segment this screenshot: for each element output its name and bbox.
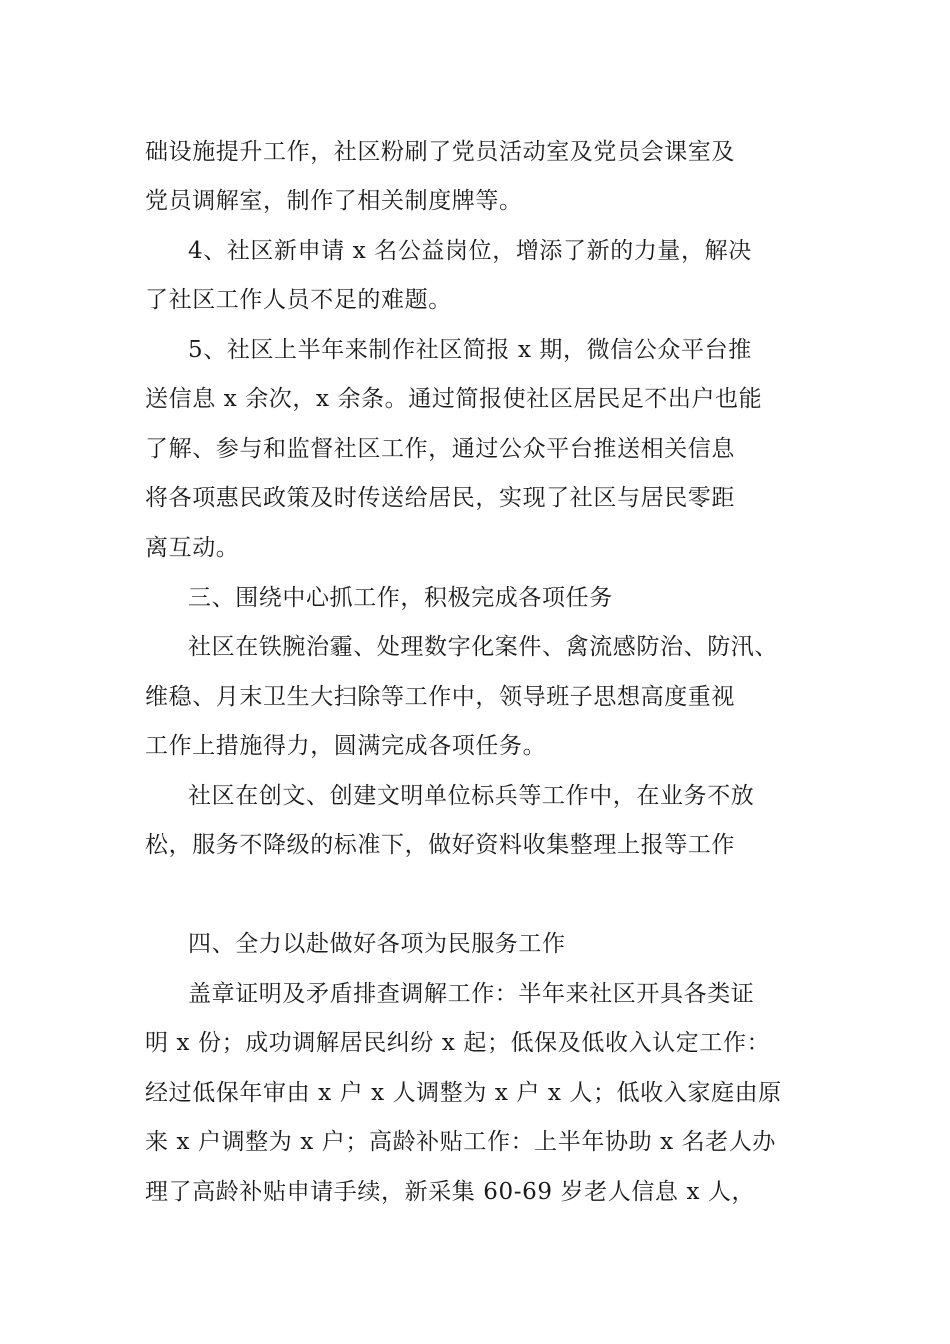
list-item-4-line: 4、社区新申请 x 名公益岗位，增添了新的力量，解决 <box>188 238 752 264</box>
section-heading-4: 四、全力以赴做好各项为民服务工作 <box>188 931 566 957</box>
paragraph-line: 明 x 份；成功调解居民纠纷 x 起；低保及低收入认定工作： <box>145 1030 771 1056</box>
paragraph-line: 来 x 户调整为 x 户；高龄补贴工作：上半年协助 x 名老人办 <box>145 1129 776 1155</box>
paragraph-line: 盖章证明及矛盾排查调解工作：半年来社区开具各类证 <box>188 981 755 1007</box>
list-item-5-line: 送信息 x 余次，x 余条。通过简报使社区居民足不出户也能 <box>145 386 763 412</box>
list-item-5-line: 5、社区上半年来制作社区简报 x 期，微信公众平台推 <box>188 337 752 363</box>
paragraph-line: 社区在创文、创建文明单位标兵等工作中，在业务不放 <box>188 783 755 809</box>
section-heading-3: 三、围绕中心抓工作，积极完成各项任务 <box>188 585 613 611</box>
paragraph-line: 础设施提升工作，社区粉刷了党员活动室及党员会课室及 <box>145 139 735 165</box>
paragraph-line: 党员调解室，制作了相关制度牌等。 <box>145 188 523 214</box>
paragraph-line: 松，服务不降级的标准下，做好资料收集整理上报等工作 <box>145 832 735 858</box>
paragraph-line: 经过低保年审由 x 户 x 人调整为 x 户 x 人；低收入家庭由原 <box>145 1080 782 1106</box>
paragraph-line: 维稳、月末卫生大扫除等工作中，领导班子思想高度重视 <box>145 684 735 710</box>
list-item-5-line: 将各项惠民政策及时传送给居民，实现了社区与居民零距 <box>145 485 735 511</box>
list-item-4-line: 了社区工作人员不足的难题。 <box>145 287 452 313</box>
list-item-5-line: 了解、参与和监督社区工作，通过公众平台推送相关信息 <box>145 436 735 462</box>
paragraph-line: 理了高龄补贴申请手续，新采集 60-69 岁老人信息 x 人， <box>145 1179 756 1205</box>
list-item-5-line: 离互动。 <box>145 535 240 561</box>
paragraph-line: 社区在铁腕治霾、处理数字化案件、禽流感防治、防汛、 <box>188 634 778 660</box>
paragraph-line: 工作上措施得力，圆满完成各项任务。 <box>145 733 547 759</box>
